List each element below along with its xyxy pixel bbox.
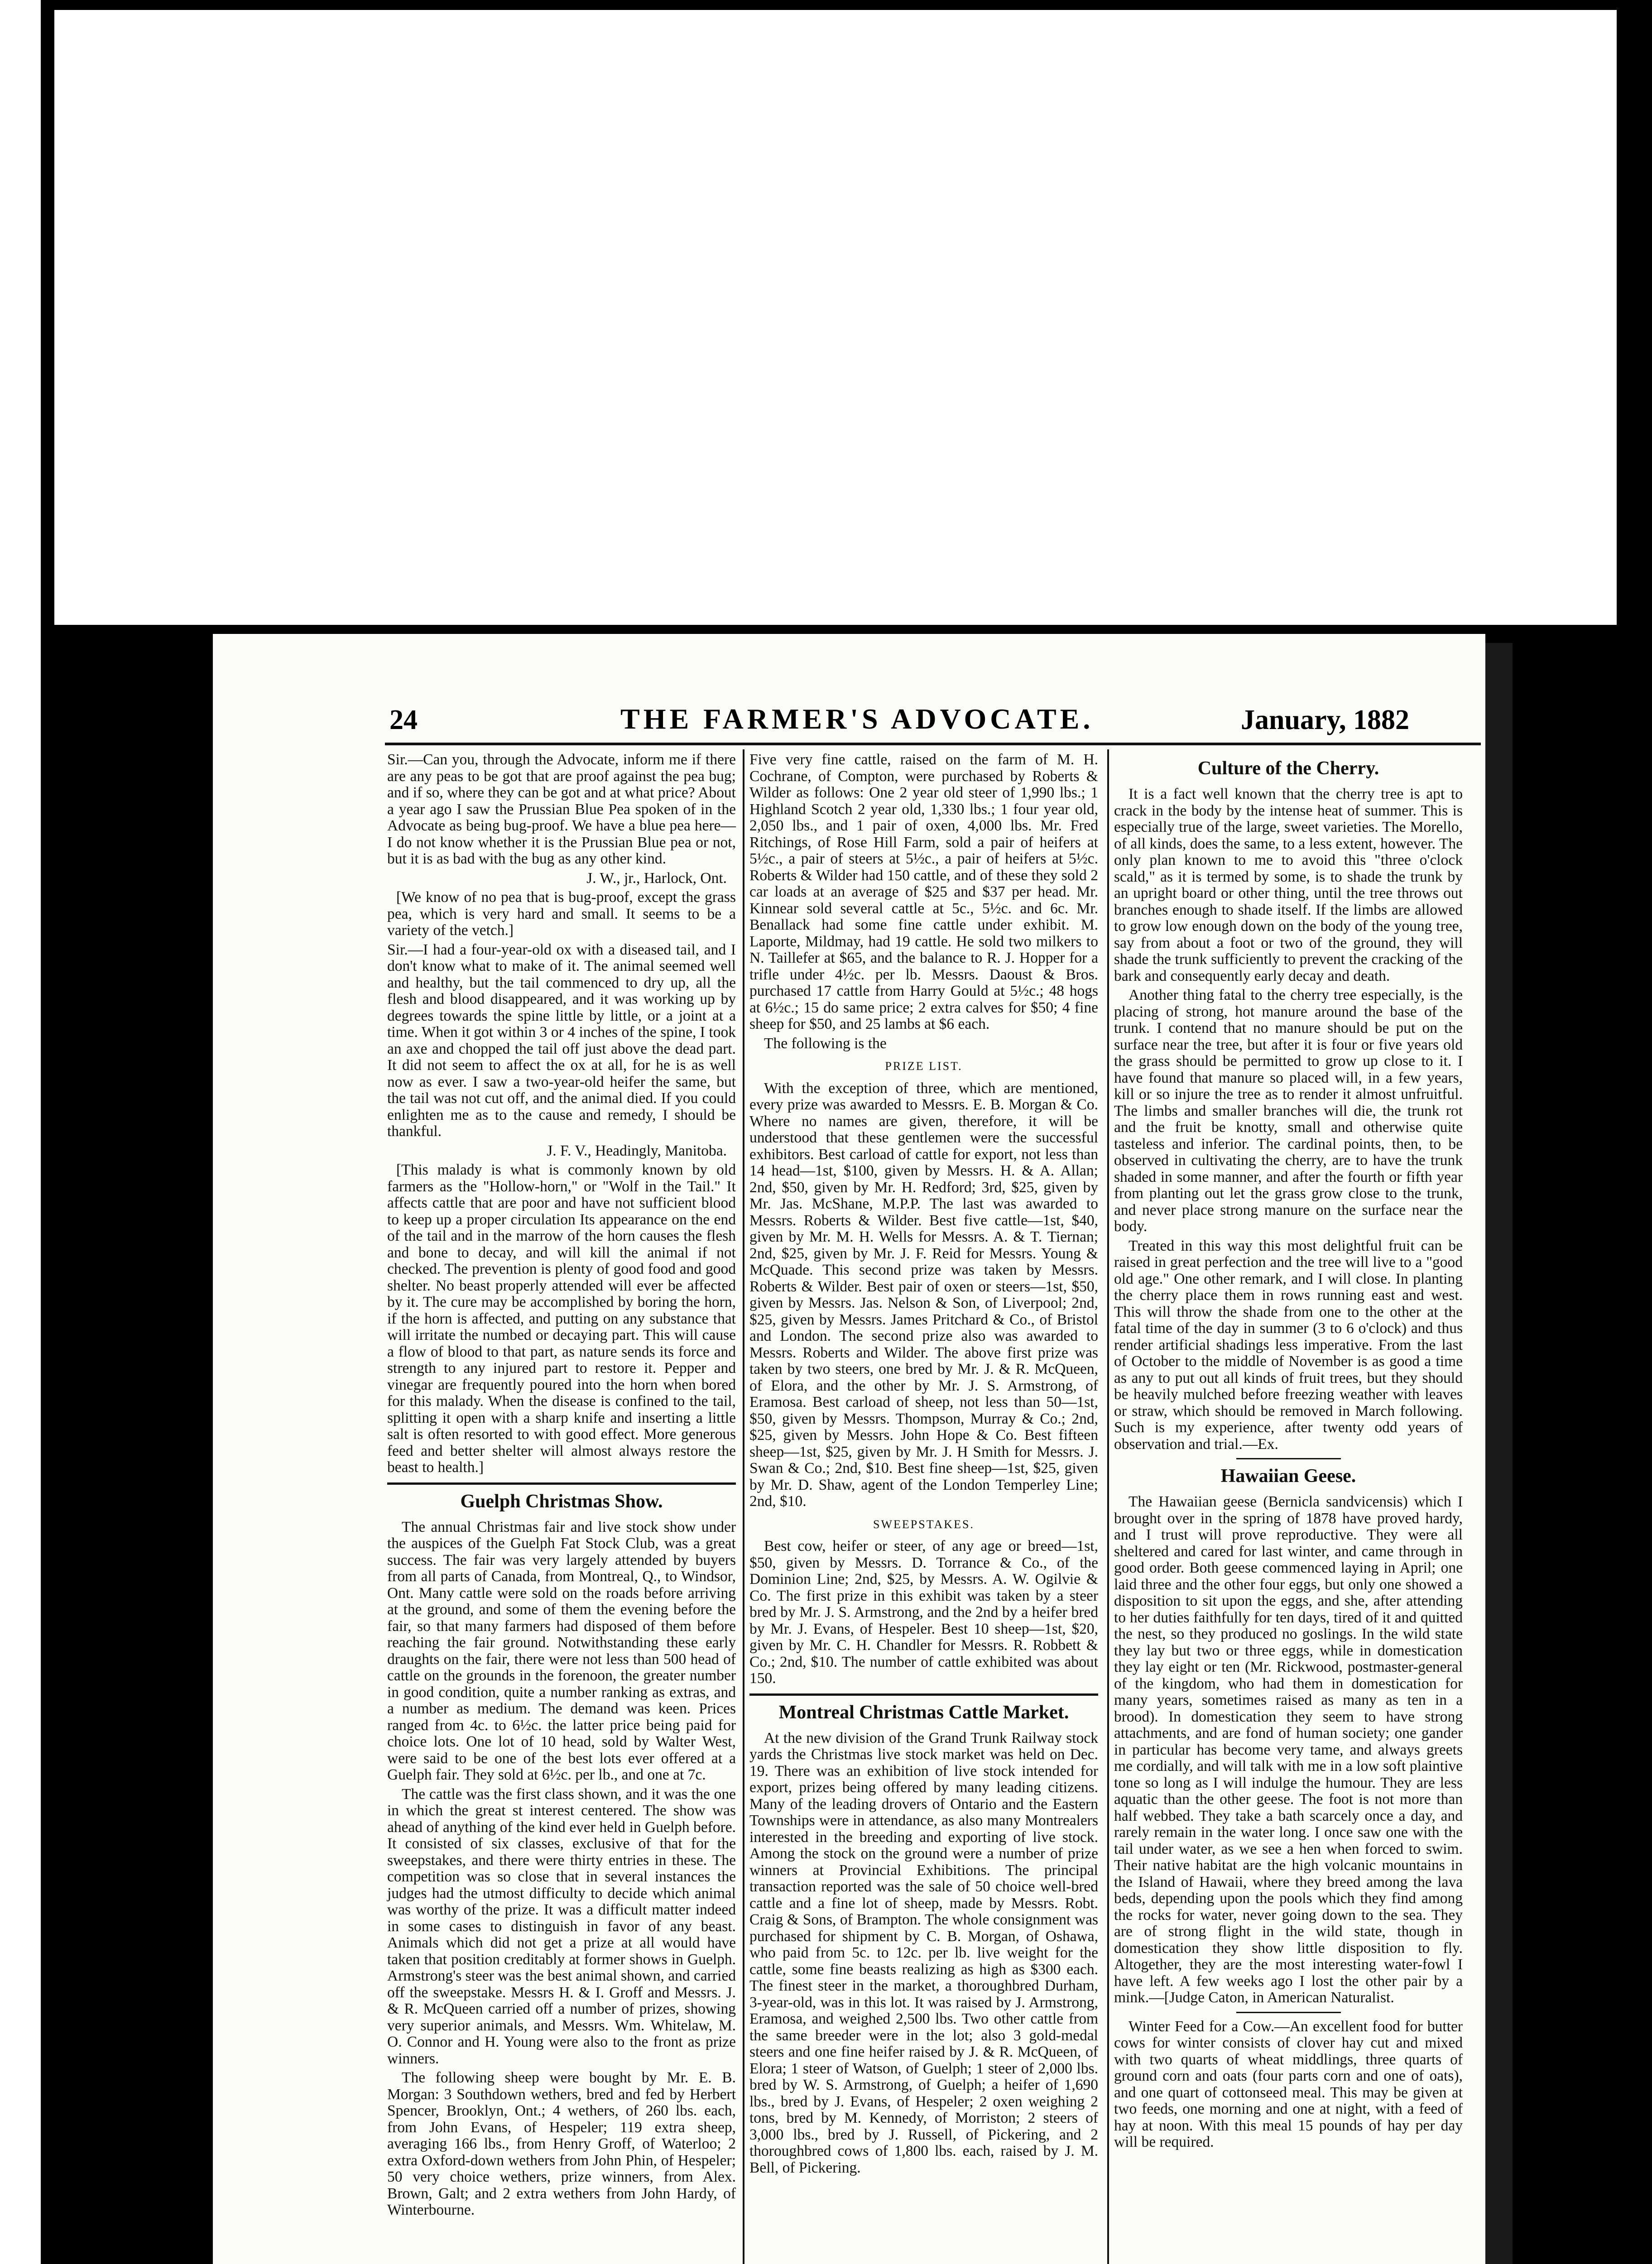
paragraph: The following is the <box>764 1035 887 1052</box>
newspaper-page <box>213 634 1485 2264</box>
section-divider <box>1236 1458 1341 1459</box>
subheading: SWEEPSTAKES. <box>873 1517 975 1531</box>
column-rule <box>1107 749 1109 2264</box>
film-margin-left <box>0 0 41 2264</box>
page-number: 24 <box>389 705 418 735</box>
microfilm-blank-top <box>0 0 1652 625</box>
paragraph: The following sheep were bought by Mr. E. B. Morgan: 3 Southdown wethers, bred and fed by Herbert Spencer, Brooklyn, Ont.; 4 wethers, of 260 lbs. each, from John Evans, of Hespeler; 119 extra sheep, averaging 166 lbs., from Henry Groff, of Waterloo; 2 extra Oxford-down wethers from John Phin, of Hespeler; 50 very choice wethers, prize winners, from Alex. Brown, Galt; and 2 extra wethers from John Hardy, of Winterbourne. <box>387 2069 736 2218</box>
column-3 <box>1114 752 1463 2154</box>
film-edge-right <box>1617 0 1652 2264</box>
letter-signature: J. F. V., Headingly, Manitoba. <box>547 1142 727 1159</box>
film-edge-top <box>0 0 1652 10</box>
section-divider <box>387 1482 736 1485</box>
masthead: THE FARMER'S ADVOCATE. <box>620 703 1094 735</box>
paragraph: Another thing fatal to the cherry tree especially, is the placing of strong, hot manure around the base of the trunk. I contend that no manure should be put on the surface near the tree, but after it is four or five years old the grass should be permitted to grow up close to it. I have found that manure so placed will, in a few years, kill or so injure the tree as to render it almost unfruitful. The limbs and smaller branches will die, the trunk rot and the fruit be knotty, small and otherwise quite tasteless and inferior. The cardinal points, then, to be observed in cultivating the cherry, are to have the trunk shaded in some manner, and after the fourth or fifth year from planting out let the grass grow close to the trunk, and never place strong manure on the surface near the body. <box>1114 987 1463 1235</box>
paragraph: The Hawaiian geese (Bernicla sandvicensis) which I brought over in the spring of 1878 have proved hardy, and I trust will prove reproductive. They were all sheltered and cared for last winter, and came through in good order. Both geese commenced laying in April; one laid three and the other four eggs, but only one showed a disposition to sit upon the eggs, and she, after attending to her duties faithfully for ten days, tired of it and quitted the nest, so they produced no goslings. In the wild state they lay but two or three eggs, while in domestication they lay eight or ten (Mr. Rickwood, postmaster-general of the kingdom, who had them in domestication for many years, sometimes raised as many as ten in a brood). In domestication they seem to have strong attachments, and are fond of human society; one gander in particular has become very tame, and always greets me cordially, and will talk with me in a low soft plaintive tone so long as I will indulge the humour. They are less aquatic than the other geese. The foot is not more than half webbed. They take a bath scarcely once a day, and rarely remain in the water long. I once saw one with the tail under water, as we see a hen when forced to swim. Their native habitat are the high volcanic mountains in the Island of Hawaii, where they breed among the lava beds, depending upon the pools which they find among the rocks for water, never going down to the sea. They are of strong flight in the wild state, though in domestication they show little disposition to fly. Altogether, they are the most interesting water-fowl I have left. A few weeks ago I lost the other pair by a mink.—[Judge Caton, in American Naturalist. <box>1114 1493 1463 2006</box>
editor-note: [We know of no pea that is bug-proof, except the grass pea, which is very hard and small. It seems to be a variety of the vetch.] <box>387 889 736 939</box>
paragraph: It is a fact well known that the cherry tree is apt to crack in the body by the intense heat of summer. This is especially true of the large, sweet varieties. The Morello, of all kinds, does the same, to a less extent, however. The only plan known to me to avoid this "three o'clock scald," as it is termed by some, is to shade the trunk by an upright board or other thing, until the tree throws out branches enough to shade itself. If the limbs are allowed to grow low enough down on the body of the young tree, say from about a foot or two of the ground, they will shade the trunk sufficiently to prevent the cracking of the bark and consequently early decay and death. <box>1114 786 1463 984</box>
issue-date: January, 1882 <box>1241 705 1410 735</box>
article-heading: Culture of the Cherry. <box>1197 758 1379 779</box>
letter-signature: J. W., jr., Harlock, Ont. <box>586 869 727 887</box>
paragraph: Five very fine cattle, raised on the farm of M. H. Cochrane, of Compton, were purchased by Roberts & Wilder as follows: One 2 year old steer of 1,990 lbs.; 1 Highland Scotch 2 year old, 1,330 lbs.; 1 four year old, 2,050 lbs., and 1 pair of oxen, 4,000 lbs. Mr. Fred Ritchings, of Rose Hill Farm, sold a pair of heifers at 5½c., a pair of steers at 5½c., a pair of heifers at 5½c. Roberts & Wilder had 150 cattle, and of these they sold 2 car loads at an average of $25 and $37 per head. Mr. Kinnear sold several cattle at 5c., 5½c. and 6c. Mr. Benallack had some fine cattle under exhibit. M. Laporte, Mildmay, had 19 cattle. He sold two milkers to N. Taillefer at $65, and the balance to R. J. Hopper for a trifle under 4½c. per lb. Messrs. Daoust & Bros. purchased 17 cattle from Harry Gould at 5½c.; 48 hogs at 6½c.; 15 do same price; 2 extra calves for $50; 4 fine sheep for $50, and 25 lambs at $6 each. <box>749 751 1098 1032</box>
article-heading: Montreal Christmas Cattle Market. <box>778 1702 1069 1723</box>
page-gutter-shadow <box>1485 643 1513 2264</box>
column-rule <box>743 749 744 2264</box>
article-heading: Guelph Christmas Show. <box>460 1491 663 1512</box>
paragraph: At the new division of the Grand Trunk Railway stock yards the Christmas live stock market was held on Dec. 19. There was an exhibition of live stock intended for export, prizes being offered by many leading citizens. Many of the leading drovers of Ontario and the Eastern Townships were in attendance, as also many Montrealers interested in the breeding and exporting of live stock. Among the stock on the ground were a number of prize winners at Provincial Exhibitions. The principal transaction reported was the sale of 50 choice well-bred cattle and a fine lot of sheep, made by Messrs. Robt. Craig & Sons, of Brampton. The whole consignment was purchased for shipment by C. B. Morgan, of Oshawa, who paid from 5c. to 12c. per lb. live weight for the cattle, some fine beasts realizing as high as $300 each. The finest steer in the market, a thoroughbred Durham, 3-year-old, was in this lot. It was raised by J. Armstrong, Eramosa, and weighed 2,500 lbs. Two other cattle from the same breeder were in the lot; also 3 gold-medal steers and one fine heifer raised by J. & R. McQueen, of Elora; 1 steer of Watson, of Guelph; 1 steer of 2,000 lbs. bred by W. S. Armstrong, of Guelph; a heifer of 1,690 lbs., bred by J. Evans, of Hespeler; 2 oxen weighing 2 tons, bred by M. Kennedy, of Morriston; 2 steers of 3,000 lbs., bred by J. Russell, of Pickering, and 2 thoroughbred cows of 1,800 lbs. each, raised by J. M. Bell, of Pickering. <box>749 1729 1098 2176</box>
section-divider <box>749 1693 1098 1696</box>
paragraph: The annual Christmas fair and live stock show under the auspices of the Guelph Fat Stock Club, was a great success. The fair was very largely attended by buyers from all parts of Canada, from Montreal, Q., to Windsor, Ont. Many cattle were sold on the roads before arriving at the ground, and some of them the evening before the fair, so that many farmers had disposed of them before reaching the fair ground. Notwithstanding these early draughts on the fair, there were not less than 500 head of cattle on the grounds in the forenoon, the greater number in good condition, quite a number ranking as extras, and a number as medium. The demand was keen. Prices ranged from 4c. to 6½c. the latter price being paid for choice lots. One lot of 10 head, sold by Walter West, were said to be one of the best lots ever offered at a Guelph fair. They sold at 6½c. per lb., and one at 7c. <box>387 1518 736 1783</box>
film-edge-left <box>41 0 54 2264</box>
section-divider <box>1236 2012 1341 2013</box>
paragraph: With the exception of three, which are mentioned, every prize was awarded to Messrs. E. B. Morgan & Co. Where no names are given, therefore, it will be understood that these gentlemen were the successful exhibitors. Best carload of cattle for export, not less than 14 head—1st, $100, given by Messrs. H. & A. Allan; 2nd, $50, given by Mr. H. Redford; 3rd, $25, given by Mr. Jas. McShane, M.P.P. The last was awarded to Messrs. Roberts & Wilder. Best five cattle—1st, $40, given by Mr. M. H. Wells for Messrs. A. & T. Tiernan; 2nd, $25, given by Mr. J. F. Reid for Messrs. Young & McQuade. This second prize was taken by Messrs. Roberts & Wilder. Best pair of oxen or steers—1st, $50, given by Messrs. Jas. Nelson & Son, of Liverpool; 2nd, $25, given by Messrs. James Pritchard & Co., of Bristol and London. The second prize also was awarded to Messrs. Roberts and Wilder. The above first prize was taken by two steers, one bred by Mr. J. & R. McQueen, of Elora, and the other by Mr. J. S. Armstrong, of Eramosa. Best carload of sheep, not less than 50—1st, $50, given by Messrs. Thompson, Murray & Co.; 2nd, $25, given by Messrs. John Hope & Co. Best fifteen sheep—1st, $25, given by Mr. J. H Smith for Messrs. J. Swan & Co.; 2nd, $10. Best fine sheep—1st, $25, given by Mr. D. Shaw, agent of the London Temperley Line; 2nd, $10. <box>749 1079 1098 1510</box>
page-header <box>389 703 1476 736</box>
paragraph: The cattle was the first class shown, and it was the one in which the great st interest centered. The show was ahead of anything of the kind ever held in Guelph before. It consisted of six classes, exclusive of that for the sweepstakes, and there were thirty entries in these. The competition was so close that in several instances the judges had the utmost difficulty to decide which animal was worthy of the prize. It was a difficult matter indeed in some cases to distinguish in favor of any beast. Animals which did not get a prize at all would have taken that position creditably at former shows in Guelph. Armstrong's steer was the best animal shown, and carried off the sweepstake. Messrs H. & I. Groff and Messrs. J. & R. McQueen carried off a number of prizes, showing very superior animals, and Messrs. Wm. Whitelaw, M. O. Connor and H. Young were also to the front as prize winners. <box>387 1785 736 2067</box>
paragraph: Treated in this way this most delightful fruit can be raised in great perfection and the tree will live to a "good old age." One other remark, and I will close. In planting the cherry place them in rows running east and west. This will throw the shade from one to the other at the fatal time of the day in summer (3 to 6 o'clock) and thus render artificial shadings less imperative. From the last of October to the middle of November is as good a time as any to put out all kinds of fruit trees, but they should be heavily mulched before freezing weather with leaves or straw, which should be removed in March following. Such is my experience, after twenty odd years of observation and trial.—Ex. <box>1114 1237 1463 1453</box>
editor-note: [This malady is what is commonly known by old farmers as the "Hollow-horn," or "Wolf in the Tail." It affects cattle that are poor and have not sufficient blood to keep up a proper circulation Its appearance on the end of the tail and in the marrow of the horn causes the flesh and bone to decay, and will kill the animal if not checked. The prevention is plenty of good food and good shelter. No beast properly attended will ever be affected by it. The cure may be accomplished by boring the horn, if the horn is affected, and putting on any substance that will irritate the numbed or decaying part. This will cause a flow of blood to that part, as nature sends its force and strength to any injured part to restore it. Pepper and vinegar are frequently poured into the horn when bored for this malady. When the disease is confined to the tail, splitting it open with a sharp knife and inserting a little salt is often resorted to with good effect. More generous feed and better shelter will almost always restore the beast to health.] <box>387 1161 736 1476</box>
column-1 <box>387 752 736 2221</box>
letter-diseased-tail: Sir.—I had a four-year-old ox with a diseased tail, and I don't know what to make of it. The animal seemed well and healthy, but the tail commenced to dry up, all the flesh and blood disappeared, and it was working up by degrees towards the spine little by little, or a joint at a time. When it got within 3 or 4 inches of the spine, I took an axe and chopped the tail off just above the dead part. It did not seem to affect the ox at all, for he is as well now as ever. I saw a two-year-old heifer the same, but the tail was not cut off, and the animal died. If you could enlighten me as to the cause and remedy, I should be thankful. <box>387 941 736 1140</box>
column-2 <box>749 752 1098 2179</box>
letter-pea-bug: Sir.—Can you, through the Advocate, inform me if there are any peas to be got that are proof against the pea bug; and if so, where they can be got and at what price? About a year ago I saw the Prussian Blue Pea spoken of in the Advocate as being bug-proof. We have a blue pea here—I do not know whether it is the Prussian Blue pea or not, but it is as bad with the bug as any other kind. <box>387 751 736 867</box>
paragraph: Winter Feed for a Cow.—An excellent food for butter cows for winter consists of clover hay cut and mixed with two quarts of wheat middlings, three quarts of ground corn and oats (four parts corn and one of oats), and one quart of cottonseed meal. This may be given at two feeds, one morning and one at night, with a feed of hay at noon. With this meal 15 pounds of hay per day will be required. <box>1114 2018 1463 2150</box>
paragraph: Best cow, heifer or steer, of any age or breed—1st, $50, given by Messrs. D. Torrance & Co., of the Dominion Line; 2nd, $25, by Messrs. A. W. Ogilvie & Co. The first prize in this exhibit was taken by a steer bred by Mr. J. S. Armstrong, and the 2nd by a heifer bred by Mr. J. Evans, of Hespeler. Best 10 sheep—1st, $20, given by Mr. C. H. Chandler for Messrs. R. Robbett & Co.; 2nd, $10. The number of cattle exhibited was about 150. <box>749 1538 1098 1687</box>
subheading: PRIZE LIST. <box>885 1060 963 1073</box>
header-rule <box>385 743 1481 745</box>
article-heading: Hawaiian Geese. <box>1220 1466 1356 1487</box>
